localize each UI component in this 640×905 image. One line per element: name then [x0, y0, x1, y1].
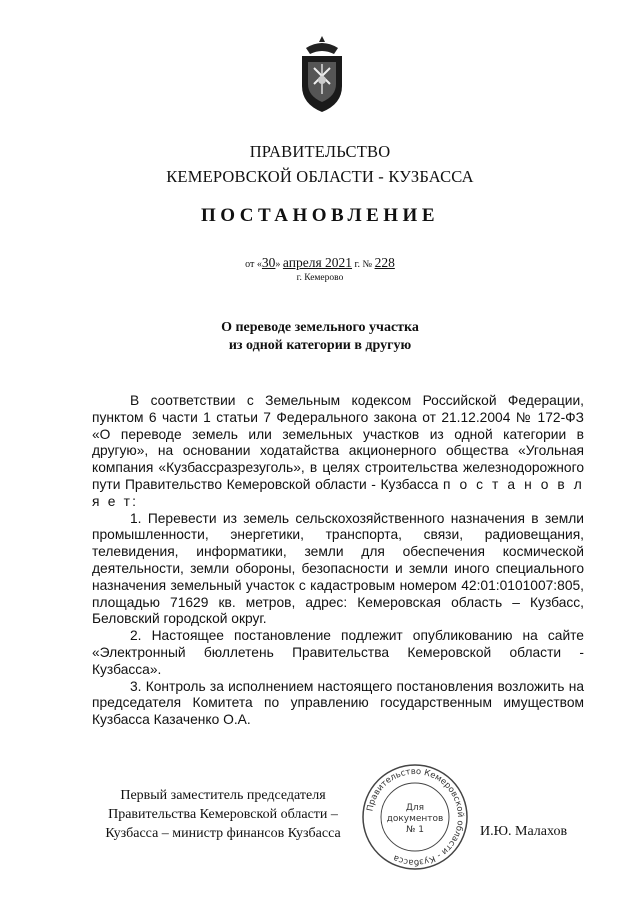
date-day: 30 [261, 255, 276, 270]
signatory-position [88, 786, 358, 843]
stamp-center-line1: Для [405, 803, 425, 813]
date-day-open: « [256, 259, 262, 270]
stamp-ring-text: Правительство Кемеровской области - Кузбасса [365, 766, 466, 868]
item-3: 3. Контроль за исполнением настоящего постановления возложить на председателя Комитета по управлению государственным имуществом Кузбасса Казаченко О.А. [92, 678, 584, 728]
intro-text: В соответствии с Земельным кодексом Российской Федерации, пунктом 6 части 1 статьи 7 Федерального закона от 21.12.2004 № 172-ФЗ «О переводе земель или земельных участков из одной категории в другую», на основании ходатайства акционерного общества «Угольная компания «Кузбассразрезуголь», в целях строительства железнодорожного пути Правительство Кемеровской области - Кузбасса [92, 393, 584, 492]
coat-of-arms-icon [296, 34, 348, 114]
date-prefix: от [245, 259, 255, 270]
position-line3: Кузбасса – министр финансов Кузбасса [105, 826, 341, 841]
item-1: 1. Перевести из земель сельскохозяйственного назначения в земли промышленности, энергетики, транспорта, связи, радиовещания, телевидения, информатики, земли для обеспечения космической деятельности, земли обороны, безопасности и земли иного специального назначения земельный участок с кадастровым номером 42:01:0101007:805, площадью 71629 кв. метров, адрес: Кемеровская область – Кузбасс, Беловский городской округ. [92, 510, 584, 627]
item-2: 2. Настоящее постановление подлежит опубликованию на сайте «Электронный бюллетень Правительства Кемеровской области - Кузбасса». [92, 628, 584, 677]
date-number-line [0, 255, 640, 271]
document-number: 228 [374, 255, 395, 270]
position-line2: Правительства Кемеровской области – [108, 807, 338, 822]
date-day-close: » [275, 259, 281, 270]
stamp-center-line2: документов [386, 814, 444, 824]
intro-paragraph [92, 393, 584, 511]
resolves-text: п о с т а н о в л я е т: [92, 476, 584, 509]
government-title-line1: ПРАВИТЕЛЬСТВО [249, 142, 391, 161]
government-title-line2: КЕМЕРОВСКОЙ ОБЛАСТИ - КУЗБАССА [166, 167, 474, 186]
signatory-name: И.Ю. Малахов [480, 824, 568, 839]
document-type-title: ПОСТАНОВЛЕНИЕ [200, 205, 440, 226]
official-stamp [360, 762, 470, 872]
city: г. Кемерово [296, 273, 344, 283]
position-line1: Первый заместитель председателя [120, 788, 326, 803]
stamp-center-line3: № 1 [406, 825, 424, 835]
date-year-suffix: г. [354, 259, 361, 270]
date-month-year: апреля 2021 [282, 255, 353, 270]
subject-line1: О переводе земельного участка [221, 320, 419, 335]
number-sign: № [362, 259, 373, 270]
document-body [92, 393, 584, 729]
subject-line2: из одной категории в другую [228, 338, 412, 353]
